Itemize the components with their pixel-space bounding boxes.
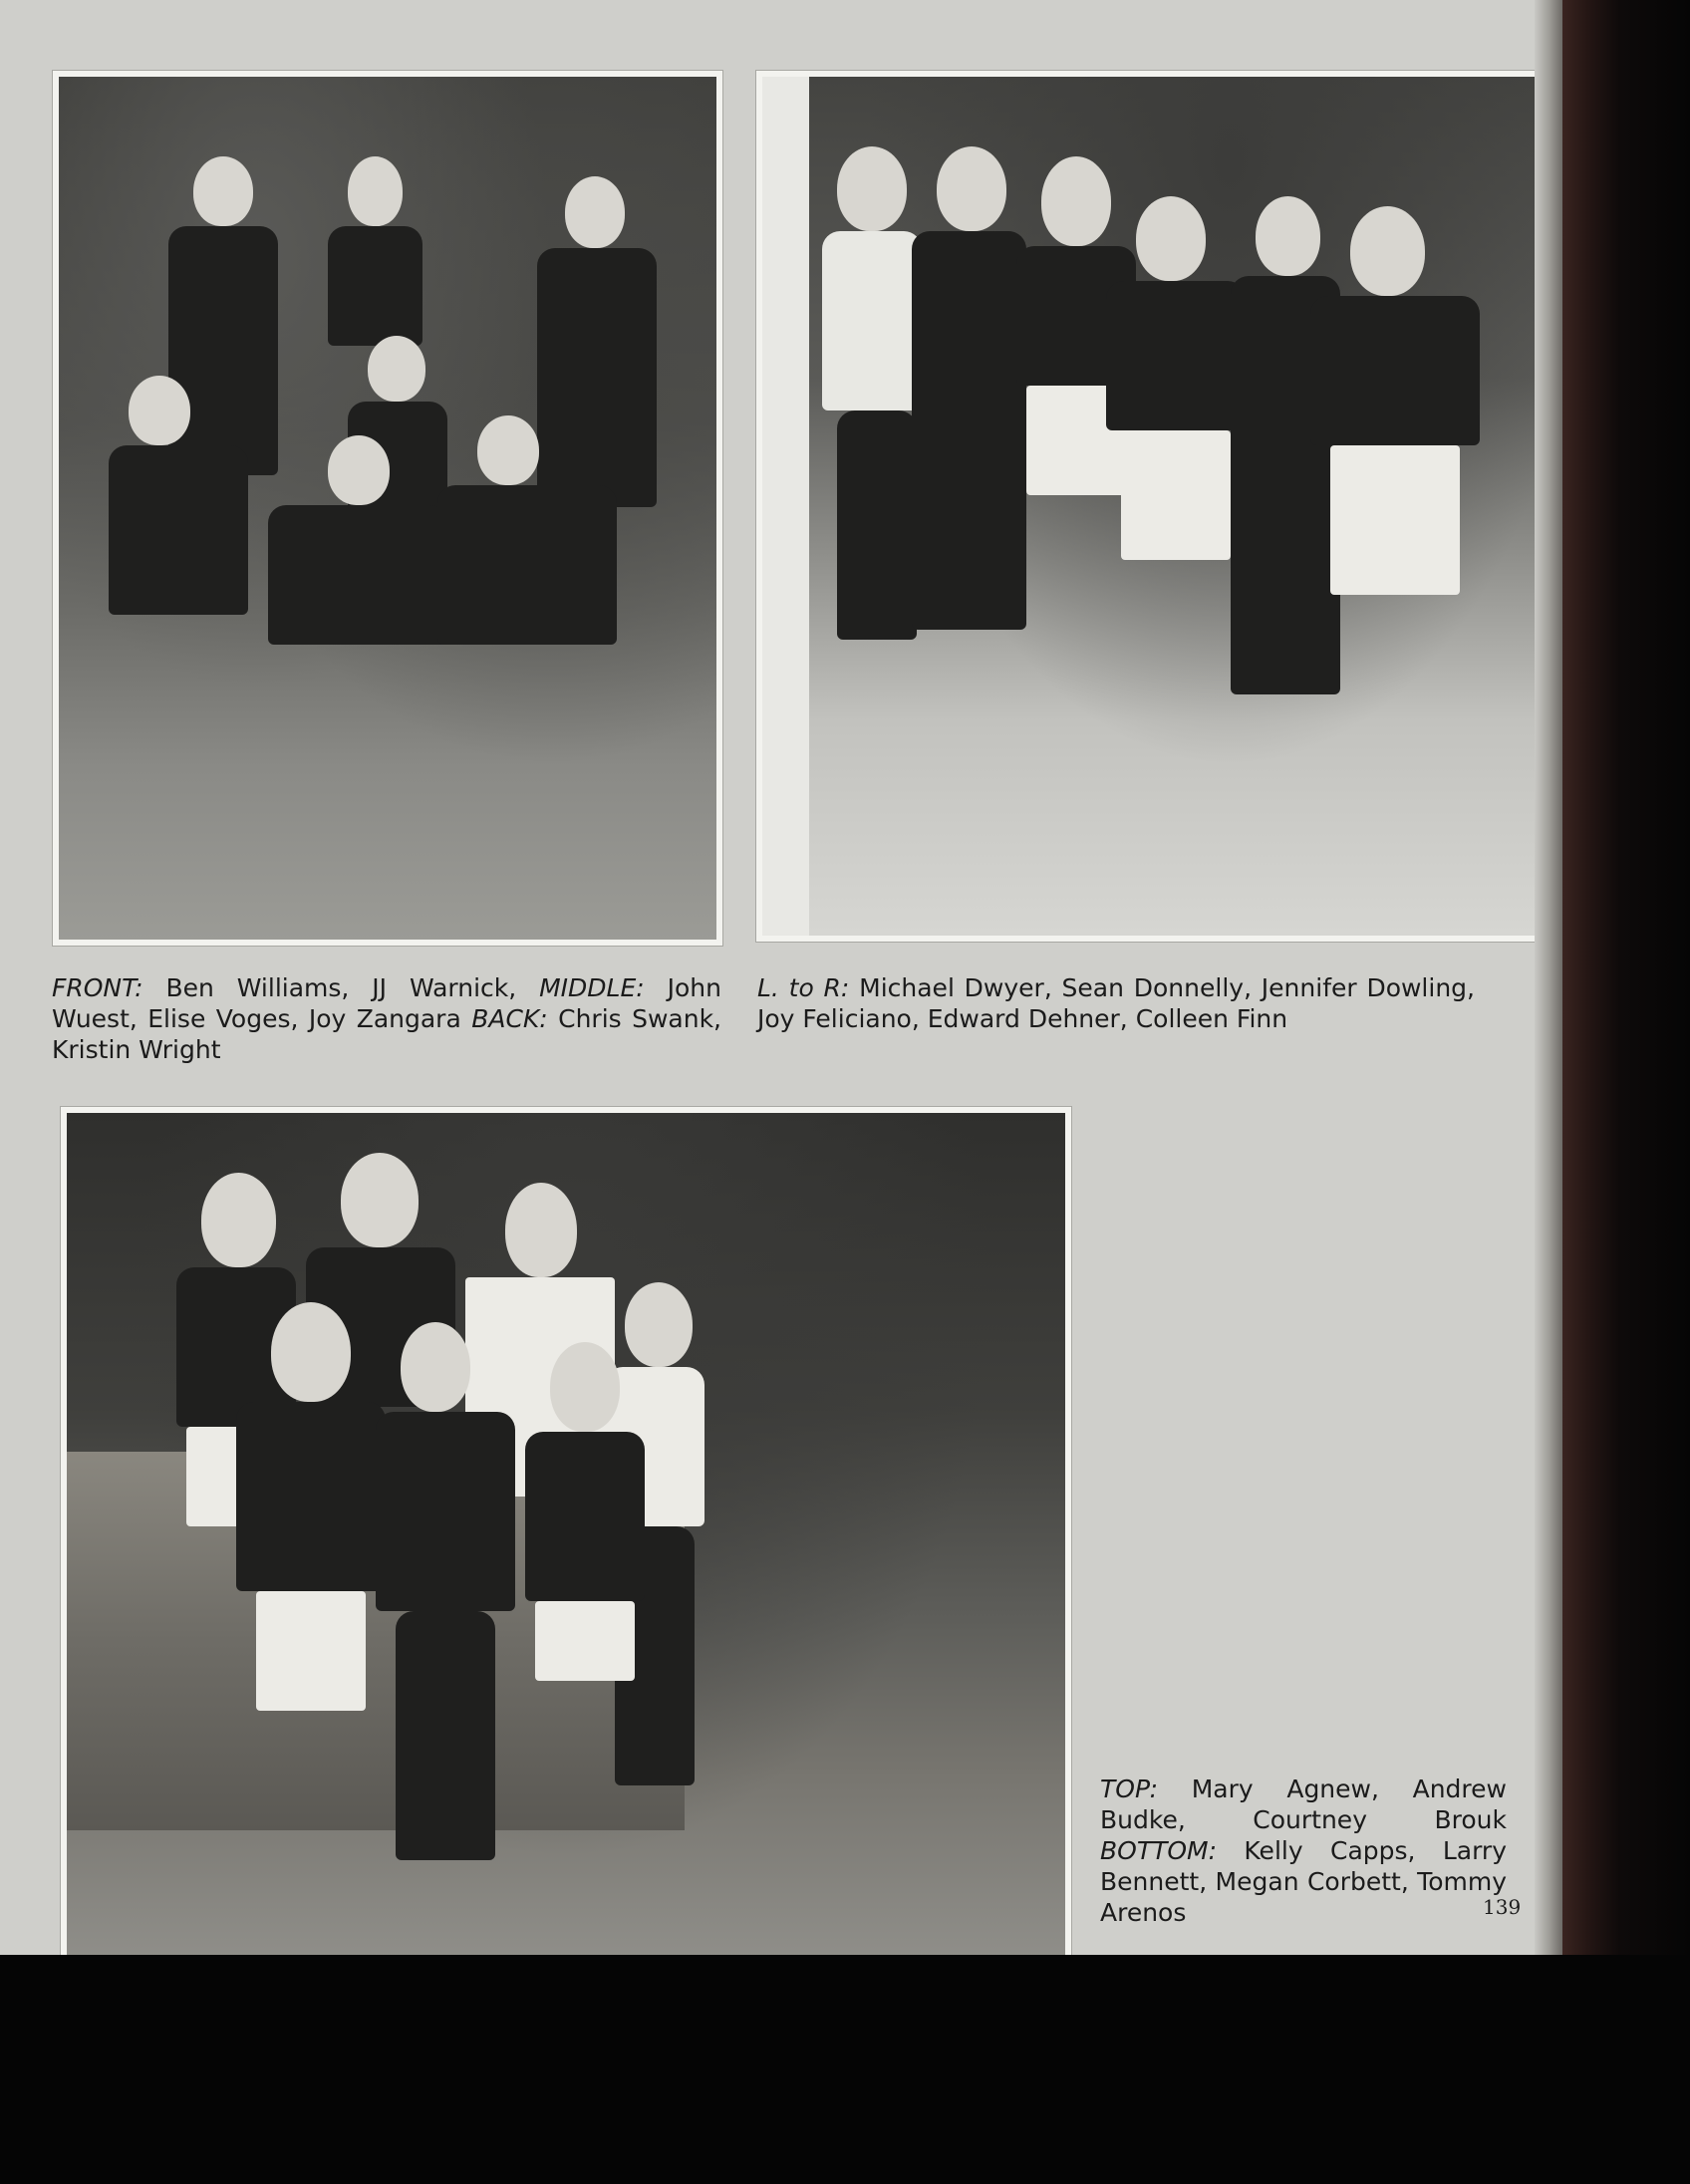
caption-names: Michael Dwyer, Sean Donnelly, Jennifer Dowling, Joy Feliciano, Edward Dehner, Colleen Finn [757, 973, 1475, 1033]
photo-caption-lawn-group [52, 972, 721, 1065]
class-photo-row-by-wall [755, 70, 1549, 943]
caption-names: Kelly Capps, Larry Bennett, Megan Corbett, Tommy Arenos [1100, 1836, 1507, 1927]
caption-names: Ben Williams, JJ Warnick, [142, 973, 540, 1002]
class-photo-on-timber-wall [60, 1106, 1072, 1965]
photo-image [762, 77, 1542, 936]
scan-background [0, 1955, 1690, 2184]
caption-role: FRONT: [52, 973, 143, 1002]
caption-role: L. to R: [757, 973, 850, 1002]
caption-role: BACK: [471, 1004, 548, 1033]
photo-image [59, 77, 716, 940]
caption-names: Chris Swank, Kristin Wright [52, 1004, 721, 1064]
page-gutter [1535, 0, 1562, 1955]
caption-role: BOTTOM: [1100, 1836, 1218, 1865]
photo-caption-wall-group [1100, 1774, 1507, 1928]
caption-names: Mary Agnew, Andrew Budke, Courtney Brouk [1100, 1774, 1507, 1834]
page-number: 139 [1483, 1895, 1522, 1919]
caption-names: John Wuest, Elise Voges, Joy Zangara [52, 973, 721, 1033]
book-binding [1562, 0, 1690, 1955]
caption-role: TOP: [1100, 1774, 1159, 1803]
photo-image [67, 1113, 1065, 1958]
class-photo-group-on-lawn [52, 70, 723, 947]
photo-caption-row-group [757, 972, 1475, 1034]
caption-role: MIDDLE: [539, 973, 645, 1002]
